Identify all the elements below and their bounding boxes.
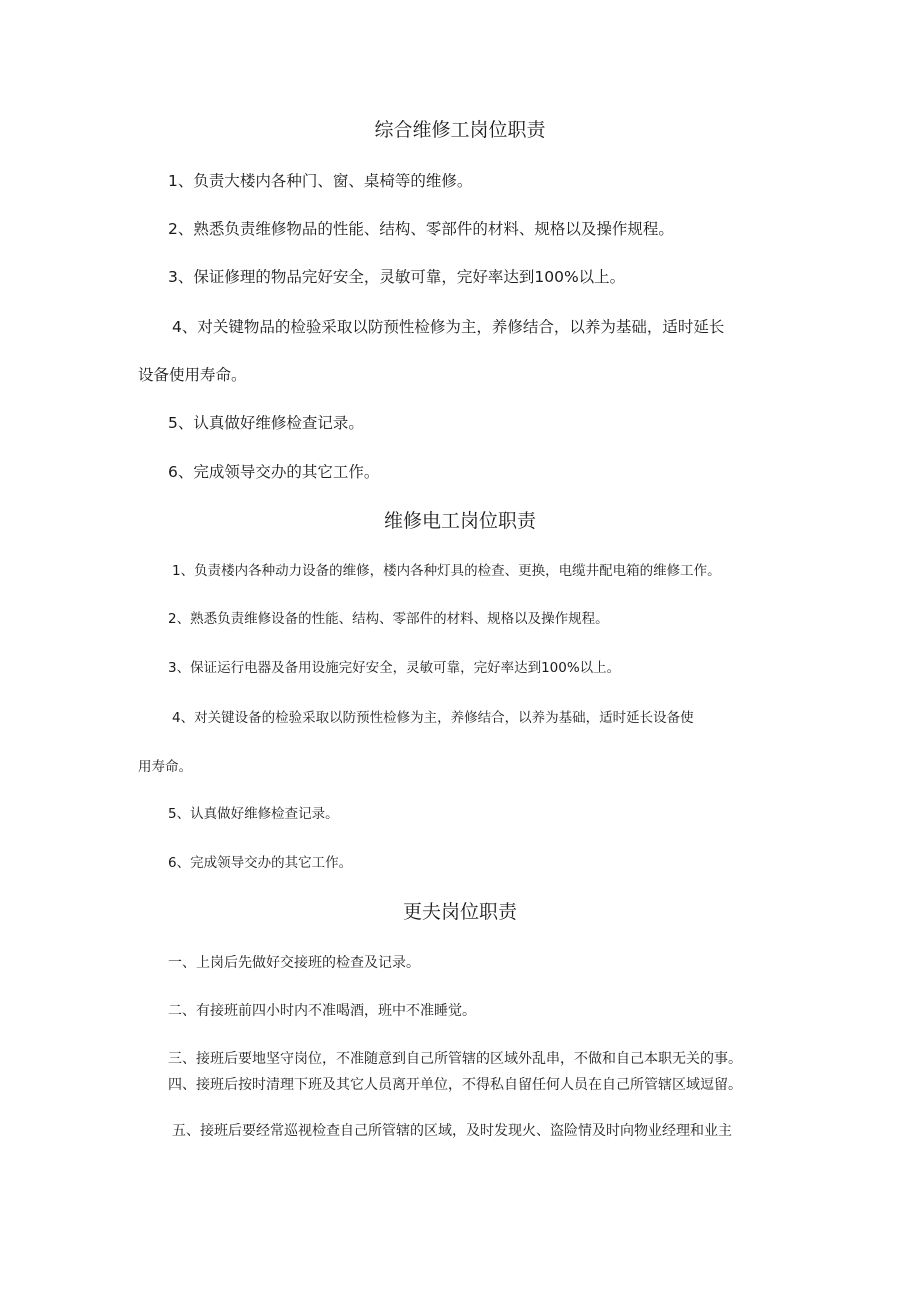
paragraph-line: 1、负责大楼内各种门、窗、桌椅等的维修。 [168,172,473,190]
paragraph-line: 用寿命。 [138,759,192,775]
paragraph-line: 5、认真做好维修检查记录。 [168,414,364,432]
paragraph-line: 2、熟悉负责维修设备的性能、结构、零部件的材料、规格以及操作规程。 [168,611,609,627]
paragraph-line: 4、对关键物品的检验采取以防预性检修为主，养修结合，以养为基础，适时延长 [172,318,725,336]
paragraph-line: 3、保证修理的物品完好安全，灵敏可靠，完好率达到100%以上。 [168,268,626,286]
paragraph-line: 6、完成领导交办的其它工作。 [168,855,353,871]
paragraph-line: 四、接班后按时清理下班及其它人员离开单位，不得私自留任何人员在自己所管辖区域逗留。 [168,1077,742,1093]
paragraph-line: 三、接班后要地坚守岗位，不准随意到自己所管辖的区域外乱串，不做和自己本职无关的事。 [168,1051,742,1067]
paragraph-line: 1、负责楼内各种动力设备的维修，楼内各种灯具的检查、更换，电缆井配电箱的维修工作。 [172,563,721,579]
paragraph-line: 6、完成领导交办的其它工作。 [168,463,380,481]
paragraph-line: 2、熟悉负责维修物品的性能、结构、零部件的材料、规格以及操作规程。 [168,220,674,238]
section-title: 维修电工岗位职责 [383,510,536,532]
paragraph-line: 4、对关键设备的检验采取以防预性检修为主，养修结合，以养为基础，适时延长设备使 [172,710,694,726]
paragraph-line: 五、接班后要经常巡视检查自己所管辖的区域，及时发现火、盗险情及时向物业经理和业主 [172,1123,732,1139]
section-title: 综合维修工岗位职责 [374,119,546,141]
paragraph-line: 一、上岗后先做好交接班的检查及记录。 [168,955,420,971]
paragraph-line: 5、认真做好维修检查记录。 [168,806,339,822]
paragraph-line: 设备使用寿命。 [138,366,247,384]
paragraph-line: 3、保证运行电器及备用设施完好安全，灵敏可靠，完好率达到100%以上。 [168,660,621,676]
paragraph-line: 二、有接班前四小时内不准喝酒，班中不准睡觉。 [168,1003,476,1019]
section-title: 更夫岗位职责 [402,901,517,923]
